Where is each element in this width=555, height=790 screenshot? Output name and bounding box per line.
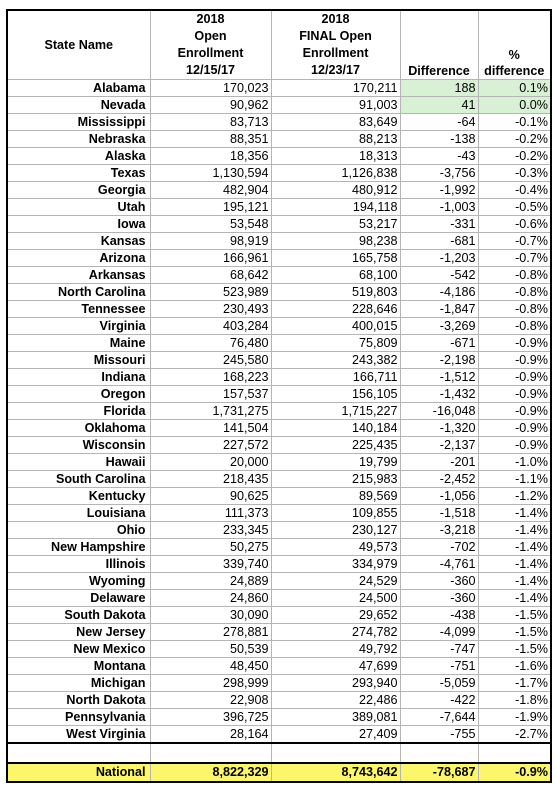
pct-difference-cell[interactable]: 0.0% — [478, 97, 551, 114]
pct-difference-cell[interactable]: -0.9% — [478, 386, 551, 403]
pct-difference-cell[interactable]: -1.5% — [478, 607, 551, 624]
enroll-1223-cell[interactable]: 83,649 — [271, 114, 400, 131]
enroll-1223-cell[interactable]: 18,313 — [271, 148, 400, 165]
enroll-1223-cell[interactable]: 29,652 — [271, 607, 400, 624]
pct-header-line: % — [508, 48, 520, 62]
enroll-1223-cell[interactable]: 75,809 — [271, 335, 400, 352]
pct-difference-cell[interactable]: -0.9% — [478, 403, 551, 420]
enroll-1223-cell[interactable]: 225,435 — [271, 437, 400, 454]
table-row — [7, 539, 551, 556]
enroll-1223-cell[interactable]: 53,217 — [271, 216, 400, 233]
enroll-1215-cell[interactable]: 18,356 — [150, 148, 271, 165]
enroll-1223-cell[interactable]: 19,799 — [271, 454, 400, 471]
table-row — [7, 726, 551, 744]
state-name-cell[interactable]: New Hampshire — [7, 539, 150, 556]
enroll-1223-cell[interactable]: 156,105 — [271, 386, 400, 403]
enroll-1215-cell[interactable]: 20,000 — [150, 454, 271, 471]
enroll-1215-cell[interactable]: 233,345 — [150, 522, 271, 539]
enroll-1215-cell[interactable]: 1,130,594 — [150, 165, 271, 182]
state-name-cell[interactable]: North Carolina — [7, 284, 150, 301]
enroll-1223-cell[interactable]: 89,569 — [271, 488, 400, 505]
state-name-cell[interactable]: Wyoming — [7, 573, 150, 590]
enroll-1223-cell[interactable]: 170,211 — [271, 80, 400, 97]
table-row — [7, 675, 551, 692]
enroll-1223-cell[interactable]: 519,803 — [271, 284, 400, 301]
state-name-cell[interactable]: Virginia — [7, 318, 150, 335]
enroll-1215-cell[interactable]: 1,731,275 — [150, 403, 271, 420]
spacer-cell[interactable] — [7, 743, 150, 763]
national-enroll-1215-cell[interactable]: 8,822,329 — [150, 763, 271, 782]
state-name-cell[interactable]: Arkansas — [7, 267, 150, 284]
pct-difference-cell[interactable]: -0.6% — [478, 216, 551, 233]
pct-header-line: difference — [484, 64, 545, 78]
difference-cell[interactable]: -64 — [400, 114, 478, 131]
pct-difference-cell[interactable]: -0.1% — [478, 114, 551, 131]
enroll-1223-cell[interactable]: 88,213 — [271, 131, 400, 148]
pct-difference-cell[interactable]: -0.8% — [478, 284, 551, 301]
pct-difference-cell[interactable]: -1.6% — [478, 658, 551, 675]
table-row — [7, 267, 551, 284]
spacer-cell[interactable] — [400, 743, 478, 763]
table-row — [7, 80, 551, 97]
enroll-1223-cell[interactable]: 91,003 — [271, 97, 400, 114]
enrollment-table — [6, 9, 552, 783]
difference-cell[interactable]: -755 — [400, 726, 478, 744]
difference-cell[interactable]: -2,198 — [400, 352, 478, 369]
difference-cell[interactable]: -3,218 — [400, 522, 478, 539]
state-name-cell[interactable]: Oregon — [7, 386, 150, 403]
pct-difference-cell[interactable]: -1.4% — [478, 590, 551, 607]
pct-difference-cell[interactable]: -0.2% — [478, 148, 551, 165]
difference-cell[interactable]: -2,452 — [400, 471, 478, 488]
enroll-1215-cell[interactable]: 83,713 — [150, 114, 271, 131]
enroll-1215-cell[interactable]: 298,999 — [150, 675, 271, 692]
pct-difference-cell[interactable]: -0.8% — [478, 267, 551, 284]
enroll-1223-cell[interactable]: 24,500 — [271, 590, 400, 607]
final-enrollment-header-line: Enrollment — [302, 46, 369, 60]
pct-difference-cell[interactable]: -0.4% — [478, 182, 551, 199]
table-body — [7, 80, 551, 744]
pct-difference-cell[interactable]: -1.8% — [478, 692, 551, 709]
table-row — [7, 199, 551, 216]
pct-difference-cell[interactable]: -0.9% — [478, 369, 551, 386]
enroll-1215-cell[interactable]: 523,989 — [150, 284, 271, 301]
table-row — [7, 454, 551, 471]
difference-cell[interactable]: -16,048 — [400, 403, 478, 420]
national-pct-cell[interactable]: -0.9% — [478, 763, 551, 782]
table-row — [7, 403, 551, 420]
state-name-cell[interactable]: Alabama — [7, 80, 150, 97]
pct-difference-cell[interactable]: -0.9% — [478, 335, 551, 352]
open-enrollment-header[interactable] — [150, 10, 271, 80]
pct-difference-cell[interactable]: -1.5% — [478, 624, 551, 641]
spacer-cell[interactable] — [478, 743, 551, 763]
enroll-1223-cell[interactable]: 274,782 — [271, 624, 400, 641]
enroll-1223-cell[interactable]: 1,126,838 — [271, 165, 400, 182]
enroll-1223-cell[interactable]: 230,127 — [271, 522, 400, 539]
pct-difference-cell[interactable]: -1.2% — [478, 488, 551, 505]
enroll-1215-cell[interactable]: 230,493 — [150, 301, 271, 318]
table-row — [7, 590, 551, 607]
state-name-cell[interactable]: Montana — [7, 658, 150, 675]
pct-difference-cell[interactable]: -0.9% — [478, 420, 551, 437]
difference-cell[interactable]: -1,512 — [400, 369, 478, 386]
enroll-1215-cell[interactable]: 68,642 — [150, 267, 271, 284]
header-row — [7, 10, 551, 80]
enroll-1215-cell[interactable]: 50,539 — [150, 641, 271, 658]
state-name-cell[interactable]: Pennsylvania — [7, 709, 150, 726]
pct-difference-cell[interactable]: -1.0% — [478, 454, 551, 471]
enroll-1215-cell[interactable]: 24,860 — [150, 590, 271, 607]
difference-cell[interactable]: -1,320 — [400, 420, 478, 437]
final-enrollment-header-line: FINAL Open — [299, 29, 372, 43]
difference-header[interactable] — [400, 10, 478, 80]
enroll-1223-cell[interactable]: 24,529 — [271, 573, 400, 590]
enroll-1215-cell[interactable]: 22,908 — [150, 692, 271, 709]
table-row — [7, 488, 551, 505]
state-name-cell[interactable]: Hawaii — [7, 454, 150, 471]
open-enrollment-header-line: 2018 — [196, 12, 225, 26]
table-row — [7, 216, 551, 233]
open-enrollment-header-line: 12/15/17 — [185, 63, 236, 77]
difference-cell[interactable]: -671 — [400, 335, 478, 352]
difference-cell[interactable]: -331 — [400, 216, 478, 233]
enroll-1223-cell[interactable]: 68,100 — [271, 267, 400, 284]
state-name-cell[interactable]: Nevada — [7, 97, 150, 114]
national-enroll-1223-cell[interactable]: 8,743,642 — [271, 763, 400, 782]
table-row — [7, 369, 551, 386]
difference-cell[interactable]: -422 — [400, 692, 478, 709]
enroll-1223-cell[interactable]: 215,983 — [271, 471, 400, 488]
enroll-1215-cell[interactable]: 48,450 — [150, 658, 271, 675]
state-name-header[interactable]: State Name — [7, 10, 150, 80]
table-row — [7, 505, 551, 522]
state-name-cell[interactable]: Utah — [7, 199, 150, 216]
difference-cell[interactable]: -542 — [400, 267, 478, 284]
enroll-1215-cell[interactable]: 278,881 — [150, 624, 271, 641]
difference-cell[interactable]: -438 — [400, 607, 478, 624]
pct-difference-cell[interactable]: -0.5% — [478, 199, 551, 216]
table-row — [7, 573, 551, 590]
pct-difference-cell[interactable]: -1.9% — [478, 709, 551, 726]
table-row — [7, 692, 551, 709]
state-name-cell[interactable]: Kansas — [7, 233, 150, 250]
state-name-cell[interactable]: Mississippi — [7, 114, 150, 131]
difference-header-label: Difference — [408, 64, 470, 78]
table-row — [7, 97, 551, 114]
enroll-1223-cell[interactable]: 228,646 — [271, 301, 400, 318]
enroll-1215-cell[interactable]: 218,435 — [150, 471, 271, 488]
enroll-1223-cell[interactable]: 165,758 — [271, 250, 400, 267]
table-row — [7, 658, 551, 675]
state-name-cell[interactable]: Michigan — [7, 675, 150, 692]
state-name-cell[interactable]: Florida — [7, 403, 150, 420]
table-row — [7, 556, 551, 573]
enroll-1215-cell[interactable]: 396,725 — [150, 709, 271, 726]
state-name-cell[interactable]: Alaska — [7, 148, 150, 165]
enroll-1223-cell[interactable]: 27,409 — [271, 726, 400, 744]
difference-cell[interactable]: -681 — [400, 233, 478, 250]
table-row — [7, 318, 551, 335]
spacer-cell[interactable] — [150, 743, 271, 763]
enroll-1215-cell[interactable]: 245,580 — [150, 352, 271, 369]
open-enrollment-header-line: Open — [194, 29, 227, 43]
enroll-1223-cell[interactable]: 293,940 — [271, 675, 400, 692]
pct-difference-cell[interactable]: -0.2% — [478, 131, 551, 148]
difference-cell[interactable]: -4,761 — [400, 556, 478, 573]
state-name-cell[interactable]: Iowa — [7, 216, 150, 233]
difference-cell[interactable]: -360 — [400, 573, 478, 590]
enroll-1223-cell[interactable]: 47,699 — [271, 658, 400, 675]
pct-difference-cell[interactable]: -1.4% — [478, 522, 551, 539]
enroll-1223-cell[interactable]: 49,573 — [271, 539, 400, 556]
enroll-1215-cell[interactable]: 76,480 — [150, 335, 271, 352]
enroll-1223-cell[interactable]: 389,081 — [271, 709, 400, 726]
pct-difference-cell[interactable]: -1.4% — [478, 505, 551, 522]
table-row — [7, 641, 551, 658]
enroll-1215-cell[interactable]: 157,537 — [150, 386, 271, 403]
table-row — [7, 250, 551, 267]
state-name-cell[interactable]: Texas — [7, 165, 150, 182]
state-name-cell[interactable]: Maine — [7, 335, 150, 352]
table-row — [7, 233, 551, 250]
difference-cell[interactable]: -747 — [400, 641, 478, 658]
state-name-cell[interactable]: Illinois — [7, 556, 150, 573]
pct-difference-cell[interactable]: -0.8% — [478, 318, 551, 335]
state-name-cell[interactable]: Nebraska — [7, 131, 150, 148]
state-name-cell[interactable]: South Dakota — [7, 607, 150, 624]
difference-cell[interactable]: -751 — [400, 658, 478, 675]
difference-cell[interactable]: 41 — [400, 97, 478, 114]
table-row — [7, 165, 551, 182]
state-name-cell[interactable]: New Jersey — [7, 624, 150, 641]
enroll-1215-cell[interactable]: 88,351 — [150, 131, 271, 148]
state-name-cell[interactable]: Missouri — [7, 352, 150, 369]
difference-cell[interactable]: -5,059 — [400, 675, 478, 692]
table-row — [7, 420, 551, 437]
table-row — [7, 301, 551, 318]
state-name-cell[interactable]: Kentucky — [7, 488, 150, 505]
pct-difference-cell[interactable]: -1.4% — [478, 556, 551, 573]
enroll-1223-cell[interactable]: 243,382 — [271, 352, 400, 369]
difference-cell[interactable]: -1,203 — [400, 250, 478, 267]
enroll-1215-cell[interactable]: 24,889 — [150, 573, 271, 590]
table-row — [7, 335, 551, 352]
enroll-1215-cell[interactable]: 90,625 — [150, 488, 271, 505]
difference-cell[interactable]: -4,099 — [400, 624, 478, 641]
difference-cell[interactable]: -7,644 — [400, 709, 478, 726]
table-row — [7, 352, 551, 369]
enroll-1223-cell[interactable]: 140,184 — [271, 420, 400, 437]
enroll-1223-cell[interactable]: 334,979 — [271, 556, 400, 573]
difference-cell[interactable]: -1,847 — [400, 301, 478, 318]
pct-difference-cell[interactable]: -1.4% — [478, 573, 551, 590]
enroll-1215-cell[interactable]: 28,164 — [150, 726, 271, 744]
table-row — [7, 624, 551, 641]
pct-difference-header[interactable] — [478, 10, 551, 80]
enroll-1215-cell[interactable]: 90,962 — [150, 97, 271, 114]
enroll-1215-cell[interactable]: 50,275 — [150, 539, 271, 556]
state-name-cell[interactable]: Arizona — [7, 250, 150, 267]
pct-difference-cell[interactable]: -0.9% — [478, 437, 551, 454]
difference-cell[interactable]: -1,992 — [400, 182, 478, 199]
national-difference-cell[interactable]: -78,687 — [400, 763, 478, 782]
table-row — [7, 709, 551, 726]
state-name-cell[interactable]: Wisconsin — [7, 437, 150, 454]
state-name-cell[interactable]: Tennessee — [7, 301, 150, 318]
enroll-1223-cell[interactable]: 98,238 — [271, 233, 400, 250]
table-row — [7, 131, 551, 148]
pct-difference-cell[interactable]: -2.7% — [478, 726, 551, 744]
enroll-1223-cell[interactable]: 49,792 — [271, 641, 400, 658]
table-row — [7, 148, 551, 165]
pct-difference-cell[interactable]: -0.8% — [478, 301, 551, 318]
enroll-1215-cell[interactable]: 98,919 — [150, 233, 271, 250]
state-name-cell[interactable]: Ohio — [7, 522, 150, 539]
difference-cell[interactable]: -1,003 — [400, 199, 478, 216]
difference-cell[interactable]: -3,756 — [400, 165, 478, 182]
enroll-1223-cell[interactable]: 109,855 — [271, 505, 400, 522]
enroll-1223-cell[interactable]: 1,715,227 — [271, 403, 400, 420]
table-row — [7, 284, 551, 301]
pct-difference-cell[interactable]: -0.7% — [478, 233, 551, 250]
state-name-cell[interactable]: North Dakota — [7, 692, 150, 709]
table-row — [7, 114, 551, 131]
difference-cell[interactable]: -1,056 — [400, 488, 478, 505]
enroll-1215-cell[interactable]: 30,090 — [150, 607, 271, 624]
state-name-cell[interactable]: Delaware — [7, 590, 150, 607]
pct-difference-cell[interactable]: -1.5% — [478, 641, 551, 658]
difference-cell[interactable]: -138 — [400, 131, 478, 148]
final-enrollment-header-line: 2018 — [321, 12, 350, 26]
state-name-cell[interactable]: West Virginia — [7, 726, 150, 744]
difference-cell[interactable]: -1,518 — [400, 505, 478, 522]
spacer-cell[interactable] — [271, 743, 400, 763]
enroll-1215-cell[interactable]: 227,572 — [150, 437, 271, 454]
table-row — [7, 471, 551, 488]
enroll-1223-cell[interactable]: 400,015 — [271, 318, 400, 335]
pct-difference-cell[interactable]: -1.4% — [478, 539, 551, 556]
state-name-cell[interactable]: Oklahoma — [7, 420, 150, 437]
difference-cell[interactable]: -1,432 — [400, 386, 478, 403]
pct-difference-cell[interactable]: -0.7% — [478, 250, 551, 267]
difference-cell[interactable]: -4,186 — [400, 284, 478, 301]
state-name-cell[interactable]: Louisiana — [7, 505, 150, 522]
state-name-cell[interactable]: New Mexico — [7, 641, 150, 658]
state-name-cell[interactable]: South Carolina — [7, 471, 150, 488]
table-row — [7, 386, 551, 403]
table-row — [7, 182, 551, 199]
pct-difference-cell[interactable]: -1.7% — [478, 675, 551, 692]
pct-difference-cell[interactable]: -0.9% — [478, 352, 551, 369]
enroll-1223-cell[interactable]: 480,912 — [271, 182, 400, 199]
difference-cell[interactable]: -2,137 — [400, 437, 478, 454]
enroll-1223-cell[interactable]: 22,486 — [271, 692, 400, 709]
pct-difference-cell[interactable]: -1.1% — [478, 471, 551, 488]
final-open-enrollment-header[interactable] — [271, 10, 400, 80]
table-row — [7, 437, 551, 454]
enroll-1215-cell[interactable]: 195,121 — [150, 199, 271, 216]
pct-difference-cell[interactable]: -0.3% — [478, 165, 551, 182]
difference-cell[interactable]: -360 — [400, 590, 478, 607]
table-row — [7, 607, 551, 624]
difference-cell[interactable]: -3,269 — [400, 318, 478, 335]
enroll-1215-cell[interactable]: 168,223 — [150, 369, 271, 386]
difference-cell[interactable]: -43 — [400, 148, 478, 165]
spacer-row — [7, 743, 551, 763]
national-total-row — [7, 763, 551, 782]
difference-cell[interactable]: 188 — [400, 80, 478, 97]
enroll-1215-cell[interactable]: 53,548 — [150, 216, 271, 233]
national-label-cell[interactable]: National — [7, 763, 150, 782]
state-name-cell[interactable]: Indiana — [7, 369, 150, 386]
enroll-1223-cell[interactable]: 166,711 — [271, 369, 400, 386]
open-enrollment-header-line: Enrollment — [177, 46, 244, 60]
enroll-1223-cell[interactable]: 194,118 — [271, 199, 400, 216]
enroll-1215-cell[interactable]: 403,284 — [150, 318, 271, 335]
final-enrollment-header-line: 12/23/17 — [310, 63, 361, 77]
enroll-1215-cell[interactable]: 166,961 — [150, 250, 271, 267]
enroll-1215-cell[interactable]: 482,904 — [150, 182, 271, 199]
table-row — [7, 522, 551, 539]
pct-difference-cell[interactable]: 0.1% — [478, 80, 551, 97]
enroll-1215-cell[interactable]: 170,023 — [150, 80, 271, 97]
state-name-cell[interactable]: Georgia — [7, 182, 150, 199]
enroll-1215-cell[interactable]: 339,740 — [150, 556, 271, 573]
enroll-1215-cell[interactable]: 111,373 — [150, 505, 271, 522]
difference-cell[interactable]: -702 — [400, 539, 478, 556]
enroll-1215-cell[interactable]: 141,504 — [150, 420, 271, 437]
difference-cell[interactable]: -201 — [400, 454, 478, 471]
